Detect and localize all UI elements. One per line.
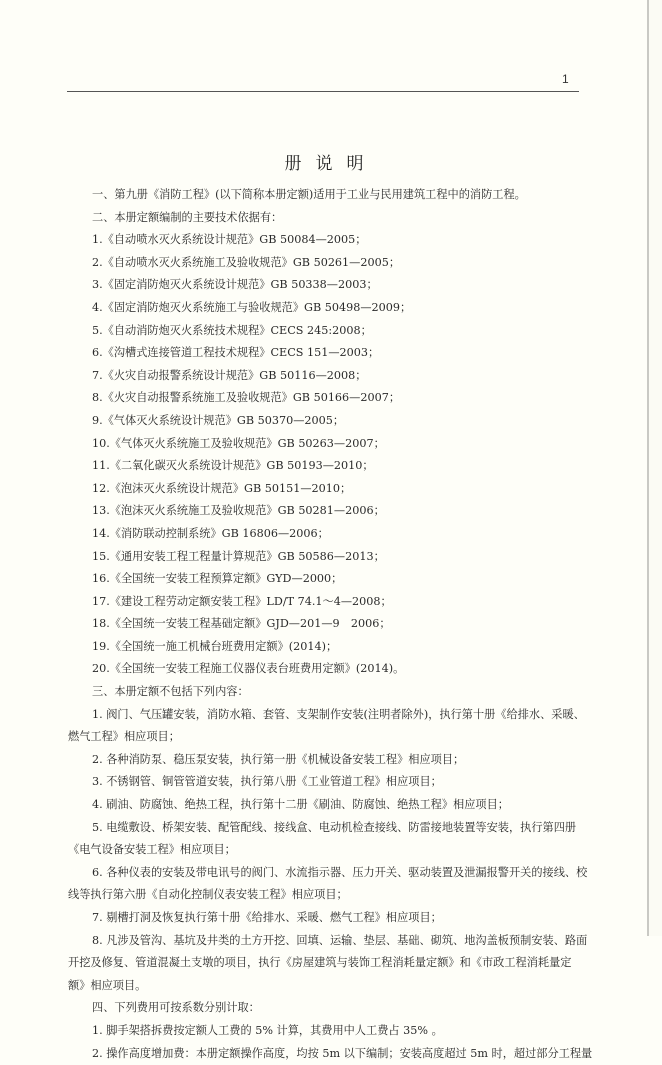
document-body (68, 184, 593, 1065)
reference-item: 1.《自动喷水灭火系统设计规范》GB 50084—2005； (92, 233, 367, 247)
exclusion-item: 3. 不锈钢管、铜管管道安装，执行第八册《工业管道工程》相应项目； (92, 775, 442, 789)
section-1-scope: 一、第九册《消防工程》(以下简称本册定额)适用于工业与民用建筑工程中的消防工程。 (92, 188, 526, 201)
reference-item: 19.《全国统一施工机械台班费用定额》(2014)； (92, 639, 338, 653)
section-3-heading: 三、本册定额不包括下列内容： (92, 685, 249, 699)
page-title: 册说明 (284, 154, 378, 174)
page-number: 1 (562, 72, 569, 86)
header-rule (67, 91, 579, 92)
exclusion-item: 7. 剔槽打洞及恢复执行第十册《给排水、采暖、燃气工程》相应项目； (92, 911, 442, 924)
reference-item: 12.《泡沫灭火系统设计规范》GB 50151—2010； (92, 481, 352, 495)
exclusion-list (68, 704, 588, 998)
reference-item: 5.《自动消防炮灭火系统技术规程》CECS 245:2008； (92, 323, 372, 337)
reference-item: 4.《固定消防炮灭火系统施工与验收规范》GB 50498—2009； (92, 300, 412, 314)
reference-item: 18.《全国统一安装工程基础定额》GJD—201—9 2006； (92, 617, 391, 631)
section-4-heading: 四、下列费用可按系数分别计取： (92, 1001, 260, 1015)
reference-item: 3.《固定消防炮灭火系统设计规范》GB 50338—2003； (92, 278, 378, 292)
exclusion-item: 6. 各种仪表的安装及带电讯号的阀门、水流指示器、压力开关、驱动装置及泄漏报警开关的接线、校线等执行第六册《自动化控制仪表安装工程》相应项目； (68, 865, 588, 902)
reference-item: 2.《自动喷水灭火系统施工及验收规范》GB 50261—2005； (92, 255, 401, 269)
page-edge-shadow (649, 0, 662, 936)
reference-item: 20.《全国统一安装工程施工仪器仪表台班费用定额》(2014)。 (92, 662, 405, 676)
reference-item: 9.《气体灭火系统设计规范》GB 50370—2005； (92, 413, 345, 427)
fee-item: 1. 脚手架搭拆费按定额人工费的 5% 计算，其费用中人工费占 35% 。 (92, 1023, 443, 1037)
page-edge (647, 0, 649, 936)
reference-item: 14.《消防联动控制系统》GB 16806—2006； (92, 526, 329, 540)
reference-item: 11.《二氧化碳灭火系统设计规范》GB 50193—2010； (92, 459, 374, 473)
reference-list (68, 229, 588, 681)
exclusion-item: 2. 各种消防泵、稳压泵安装，执行第一册《机械设备安装工程》相应项目； (92, 752, 465, 766)
reference-item: 15.《通用安装工程工程量计算规范》GB 50586—2013； (92, 549, 385, 563)
exclusion-item: 8. 凡涉及管沟、基坑及井类的土方开挖、回填、运输、垫层、基础、砌筑、地沟盖板预制安装、路面开挖及修复、管道混凝土支墩的项目，执行《房屋建筑与装饰工程消耗量定额》和《市政工程消耗量定额》相应项目。 (68, 933, 588, 992)
reference-item: 17.《建设工程劳动定额安装工程》LD/T 74.1～4—2008； (92, 594, 392, 608)
fee-list (68, 1020, 593, 1065)
reference-item: 13.《泡沫灭火系统施工及验收规范》GB 50281—2006； (92, 504, 385, 518)
section-2-heading: 二、本册定额编制的主要技术依据有： (92, 210, 283, 224)
fee-item: 2. 操作高度增加费：本册定额操作高度，均按 5m 以下编制；安装高度超过 5m 时，超过部分工程量 (92, 1046, 593, 1060)
reference-item: 10.《气体灭火系统施工及验收规范》GB 50263—2007； (92, 436, 385, 450)
reference-item: 7.《火灾自动报警系统设计规范》GB 50116—2008； (92, 368, 367, 382)
exclusion-item: 4. 刷油、防腐蚀、绝热工程，执行第十二册《刷油、防腐蚀、绝热工程》相应项目； (92, 798, 509, 812)
reference-item: 8.《火灾自动报警系统施工及验收规范》GB 50166—2007； (92, 391, 401, 405)
exclusion-item: 5. 电缆敷设、桥架安装、配管配线、接线盒、电动机检查接线、防雷接地装置等安装，执行第四册《电气设备安装工程》相应项目； (68, 820, 577, 857)
exclusion-item: 1. 阀门、气压罐安装，消防水箱、套管、支架制作安装(注明者除外)，执行第十册《给排水、采暖、燃气工程》相应项目； (68, 707, 585, 744)
reference-item: 16.《全国统一安装工程预算定额》GYD—2000； (92, 572, 343, 586)
reference-item: 6.《沟槽式连接管道工程技术规程》CECS 151—2003； (92, 346, 380, 360)
